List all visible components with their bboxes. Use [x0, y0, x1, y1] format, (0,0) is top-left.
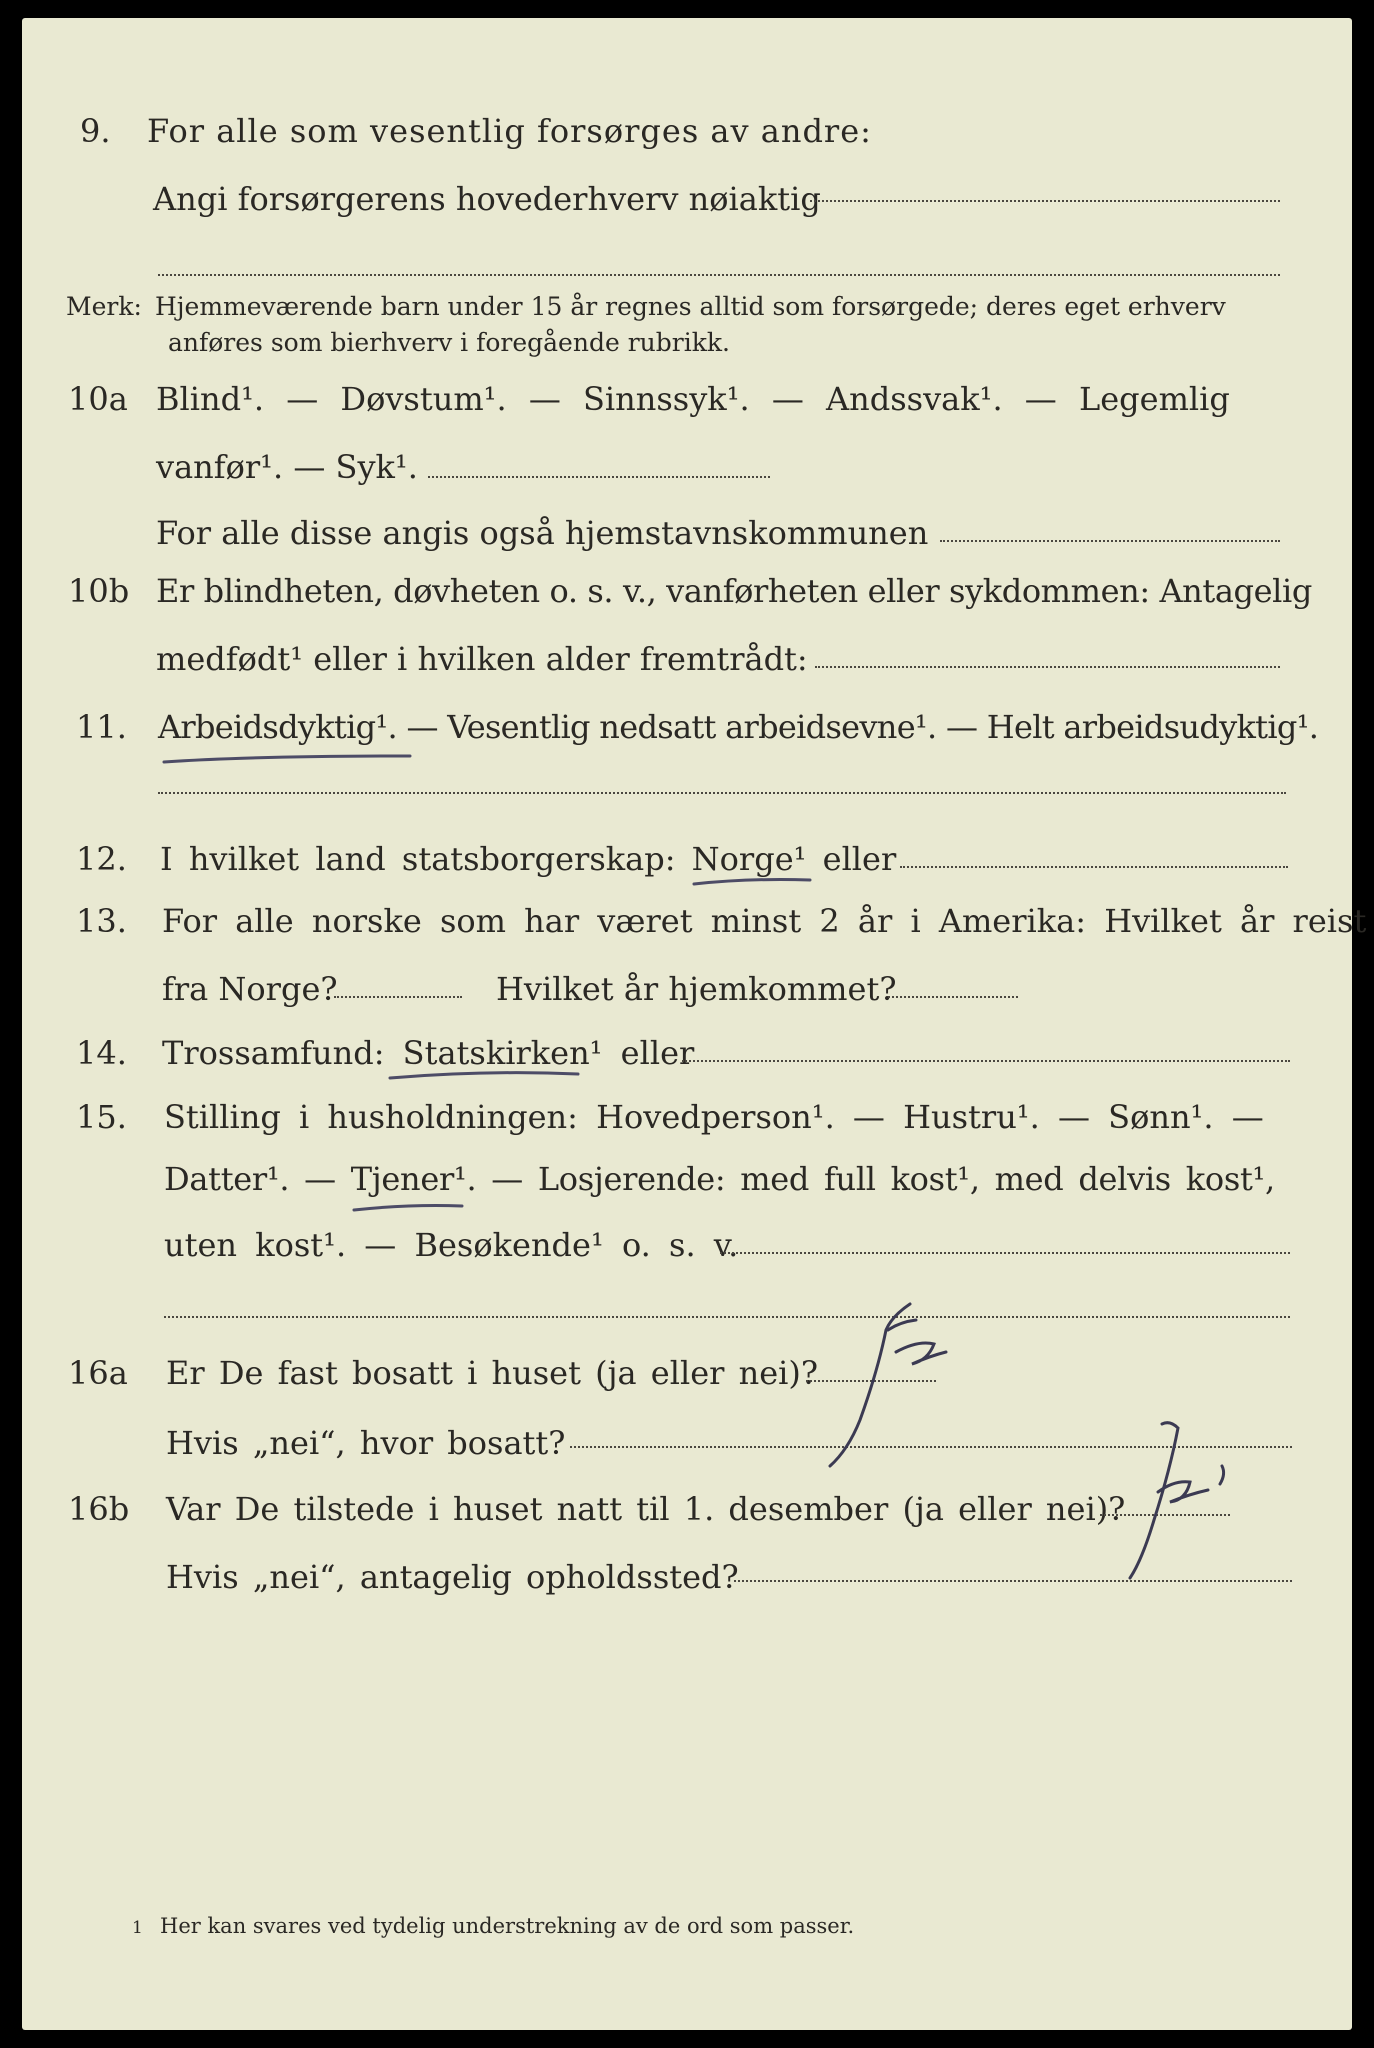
q10b-number: 10b — [68, 572, 130, 610]
q12-underline-mark — [690, 874, 820, 892]
q10b-answer-line — [815, 666, 1280, 668]
q13-number: 13. — [76, 902, 127, 940]
q14-line1: Trossamfund: Statskirken¹ eller — [162, 1034, 695, 1072]
q13-answer-line-a — [334, 996, 462, 998]
q9-answer-line-2 — [158, 274, 1280, 276]
q14-answer-line — [682, 1060, 1290, 1062]
q16b-line2: Hvis „nei“, antagelig opholdssted? — [166, 1558, 739, 1596]
q9-line1: For alle som vesentlig forsørges av andre: — [147, 112, 872, 150]
q13-line1: For alle norske som har været minst 2 år i Amerika: Hvilket år reist — [162, 902, 1367, 940]
q16b-number: 16b — [68, 1490, 130, 1528]
q16b-line1: Var De tilstede i huset natt til 1. desember (ja eller nei)? — [166, 1490, 1126, 1528]
q13-line2a: fra Norge? — [162, 970, 338, 1008]
q9-line2: Angi forsørgerens hovederhverv nøiaktig — [153, 180, 821, 218]
q10a-answer-line-2 — [940, 540, 1280, 542]
q11-number: 11. — [76, 708, 127, 746]
q15-number: 15. — [76, 1098, 127, 1136]
q14-number: 14. — [76, 1034, 127, 1072]
q12-answer-line — [900, 866, 1288, 868]
q14-underline-mark — [386, 1068, 586, 1086]
q12-line1: I hvilket land statsborgerskap: Norge¹ eller — [160, 840, 897, 878]
q10b-line1: Er blindheten, døvheten o. s. v., vanførheten eller sykdommen: Antagelig — [156, 572, 1312, 610]
q10a-line3: For alle disse angis også hjemstavnskommunen — [156, 514, 929, 552]
q13-answer-line-b — [888, 996, 1018, 998]
q16a-number: 16a — [68, 1354, 128, 1392]
footnote-mark: 1 — [132, 1918, 143, 1938]
q13-line2b: Hvilket år hjemkommet? — [496, 970, 897, 1008]
q10a-number: 10a — [68, 380, 128, 418]
q15-line2: Datter¹. — Tjener¹. — Losjerende: med full kost¹, med delvis kost¹, — [164, 1160, 1275, 1198]
q10b-line2: medfødt¹ eller i hvilken alder fremtrådt: — [156, 640, 808, 678]
q15-line1: Stilling i husholdningen: Hovedperson¹. — Hustru¹. — Sønn¹. — — [164, 1098, 1264, 1136]
q15-underline-mark — [350, 1200, 470, 1218]
q10a-answer-line — [428, 476, 770, 478]
q16a-line2: Hvis „nei“, hvor bosatt? — [166, 1424, 566, 1462]
q15-answer-line — [720, 1252, 1290, 1254]
q10a-line1: Blind¹. — Døvstum¹. — Sinnssyk¹. — Andssvak¹. — Legemlig — [156, 380, 1230, 418]
q16a-line1: Er De fast bosatt i huset (ja eller nei)? — [166, 1354, 819, 1392]
merk-line1: Hjemmeværende barn under 15 år regnes alltid som forsørgede; deres eget erhverv — [155, 292, 1226, 321]
merk-line2: anføres som bierhverv i foregående rubrikk. — [168, 328, 730, 357]
q9-answer-line — [810, 200, 1280, 202]
footnote-text: Her kan svares ved tydelig understrekning av de ord som passer. — [160, 1914, 855, 1938]
q9-number: 9. — [80, 112, 111, 150]
handwritten-ja-16a — [800, 1290, 980, 1480]
handwritten-ja-16b — [1100, 1410, 1250, 1590]
q11-underline-mark — [160, 750, 420, 770]
q15-answer-line-2 — [164, 1316, 1290, 1318]
q12-number: 12. — [76, 840, 127, 878]
q11-line1: Arbeidsdyktig¹. — Vesentlig nedsatt arbeidsevne¹. — Helt arbeidsudyktig¹. — [158, 708, 1319, 746]
q10a-line2: vanfør¹. — Syk¹. — [156, 448, 418, 486]
merk-label: Merk: — [66, 292, 142, 321]
q11-answer-line — [158, 792, 1286, 794]
q15-line3: uten kost¹. — Besøkende¹ o. s. v. — [164, 1226, 739, 1264]
